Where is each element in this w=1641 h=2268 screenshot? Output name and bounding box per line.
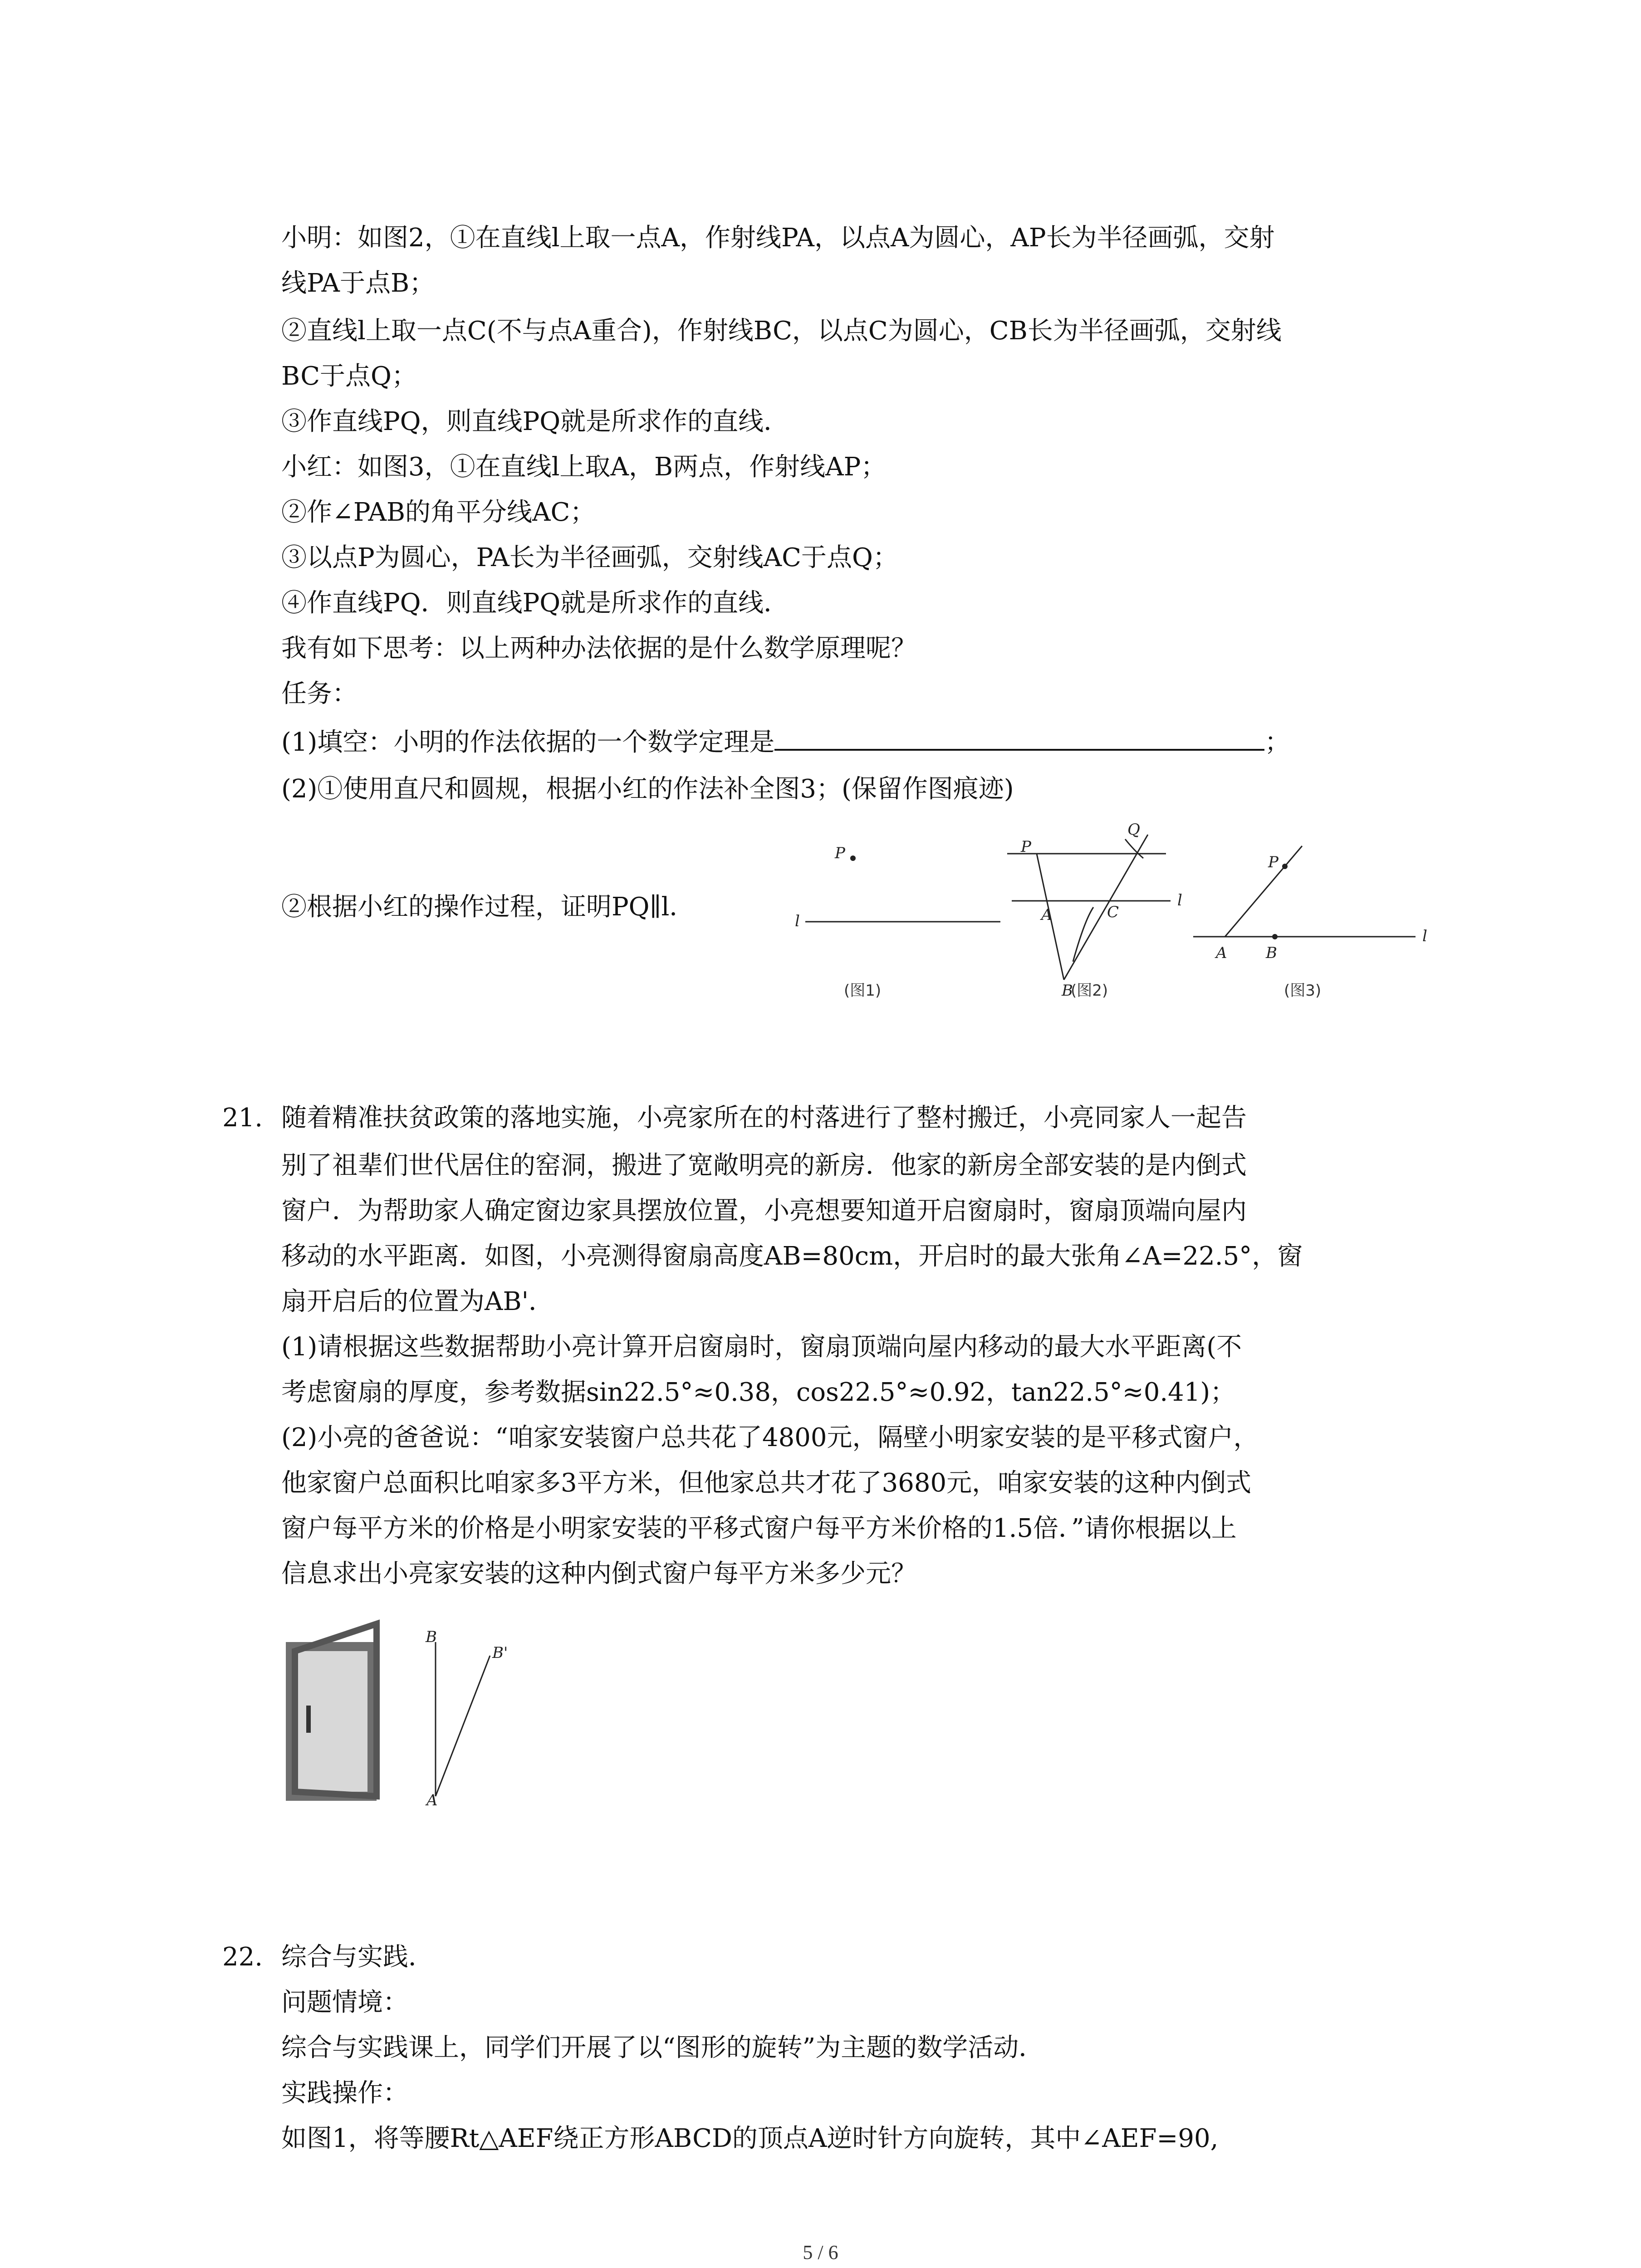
text-line: ②作∠PAB的角平分线AC； xyxy=(281,498,596,527)
label-l-2: l xyxy=(1177,891,1182,909)
text-line: ②直线l上取一点C(不与点A重合)，作射线BC，以点C为圆心，CB长为半径画弧，交射线 xyxy=(281,316,1282,346)
text-line: 任务： xyxy=(281,679,358,709)
label-b: B xyxy=(426,1628,437,1646)
label-l: l xyxy=(795,912,800,930)
q21-line: 考虑窗扇的厚度，参考数据sin22.5°≈0.38，cos22.5°≈0.92，tan22.5°≈0.41)； xyxy=(281,1378,1236,1407)
window-photo xyxy=(286,1624,377,1801)
caption-fig-3: (图3) xyxy=(1284,982,1322,1000)
point-p-dot xyxy=(850,855,856,861)
caption-fig-2: (图2) xyxy=(1071,982,1108,1000)
arc-q xyxy=(1125,839,1143,858)
q22-line: 实践操作： xyxy=(281,2078,408,2108)
q22-line: 综合与实践． xyxy=(281,1942,434,1972)
task-1-line xyxy=(281,723,1290,761)
label-p-3: P xyxy=(1268,853,1279,871)
window-figure xyxy=(281,1615,599,1823)
segment-ab-prime xyxy=(436,1656,490,1796)
window-handle xyxy=(306,1706,311,1733)
window-glass xyxy=(295,1651,367,1792)
task-2-2: ②根据小红的操作过程，证明PQ∥l． xyxy=(281,892,695,922)
question-22-number: 22. xyxy=(222,1942,263,1972)
label-a-3: A xyxy=(1216,944,1227,962)
text-line: 我有如下思考：以上两种办法依据的是什么数学原理呢？ xyxy=(281,634,916,663)
task-1-suffix: ； xyxy=(1264,728,1290,757)
sash-diagram xyxy=(425,1628,508,1809)
label-l-3: l xyxy=(1422,927,1427,945)
label-b-2: B xyxy=(1062,982,1073,1000)
text-line: ④作直线PQ．则直线PQ就是所求作的直线． xyxy=(281,588,789,618)
construction-figures xyxy=(771,816,1452,1025)
answer-blank[interactable] xyxy=(774,723,1264,751)
caption-fig-1: (图1) xyxy=(844,982,882,1000)
q21-line: (2)小亮的爸爸说：“咱家安装窗户总共花了4800元，隔壁小明家安装的是平移式窗户， xyxy=(281,1423,1259,1452)
text-line: 小红：如图3，①在直线l上取A，B两点，作射线AP； xyxy=(281,452,887,482)
task-1-prefix: (1)填空：小明的作法依据的一个数学定理是 xyxy=(281,728,775,757)
figure-1 xyxy=(795,844,1000,1000)
label-b-prime: B' xyxy=(492,1644,508,1662)
text-line: BC于点Q； xyxy=(281,362,417,391)
figure-2 xyxy=(1007,821,1182,1000)
label-q-2: Q xyxy=(1127,821,1140,839)
q21-line: (1)请根据这些数据帮助小亮计算开启窗扇时，窗扇顶端向屋内移动的最大水平距离(不 xyxy=(281,1332,1242,1362)
q22-line: 问题情境： xyxy=(281,1988,408,2017)
figure-3 xyxy=(1193,846,1427,1000)
ray-bc xyxy=(1064,835,1148,980)
q21-line: 随着精准扶贫政策的落地实施，小亮家所在的村落进行了整村搬迁，小亮同家人一起告 xyxy=(281,1103,1247,1133)
q21-line: 移动的水平距离．如图，小亮测得窗扇高度AB=80cm，开启时的最大张角∠A=22.5°，窗 xyxy=(281,1242,1303,1271)
label-b-3: B xyxy=(1266,944,1277,962)
q22-line: 如图1，将等腰Rt△AEF绕正方形ABCD的顶点A逆时针方向旋转，其中∠AEF=90, xyxy=(281,2124,1219,2153)
question-21-number: 21. xyxy=(222,1103,263,1133)
q21-line: 别了祖辈们世代居住的窑洞，搬进了宽敞明亮的新房．他家的新房全部安装的是内倒式 xyxy=(281,1151,1247,1180)
task-2-1: (2)①使用直尺和圆规，根据小红的作法补全图3；(保留作图痕迹) xyxy=(281,774,1014,804)
text-line: ③以点P为圆心，PA长为半径画弧，交射线AC于点Q； xyxy=(281,543,898,572)
label-a: A xyxy=(426,1791,438,1809)
q22-line: 综合与实践课上，同学们开展了以“图形的旋转”为主题的数学活动． xyxy=(281,2033,1044,2063)
page-number: 5 / 6 xyxy=(803,2241,838,2263)
label-p-2: P xyxy=(1021,838,1031,856)
q21-line: 窗户．为帮助家人确定窗边家具摆放位置，小亮想要知道开启窗扇时，窗扇顶端向屋内 xyxy=(281,1196,1247,1226)
label-a-2: A xyxy=(1041,906,1053,924)
point-b-3 xyxy=(1272,934,1278,939)
label-p: P xyxy=(835,844,845,862)
ray-ap xyxy=(1225,846,1302,937)
q21-line: 扇开启后的位置为AB'． xyxy=(281,1287,554,1316)
q21-line: 信息求出小亮家安装的这种内倒式窗户每平方米多少元？ xyxy=(281,1559,916,1589)
point-p-3 xyxy=(1282,864,1288,869)
label-c-2: C xyxy=(1107,903,1119,921)
text-line: ③作直线PQ，则直线PQ就是所求作的直线． xyxy=(281,407,789,436)
text-line: 小明：如图2，①在直线l上取一点A，作射线PA，以点A为圆心，AP长为半径画弧，交射 xyxy=(281,223,1275,253)
text-line: 线PA于点B； xyxy=(281,269,435,298)
q21-line: 他家窗户总面积比咱家多3平方米，但他家总共才花了3680元，咱家安装的这种内倒式 xyxy=(281,1468,1252,1498)
q21-line: 窗户每平方米的价格是小明家安装的平移式窗户每平方米价格的1.5倍．”请你根据以上 xyxy=(281,1514,1237,1543)
